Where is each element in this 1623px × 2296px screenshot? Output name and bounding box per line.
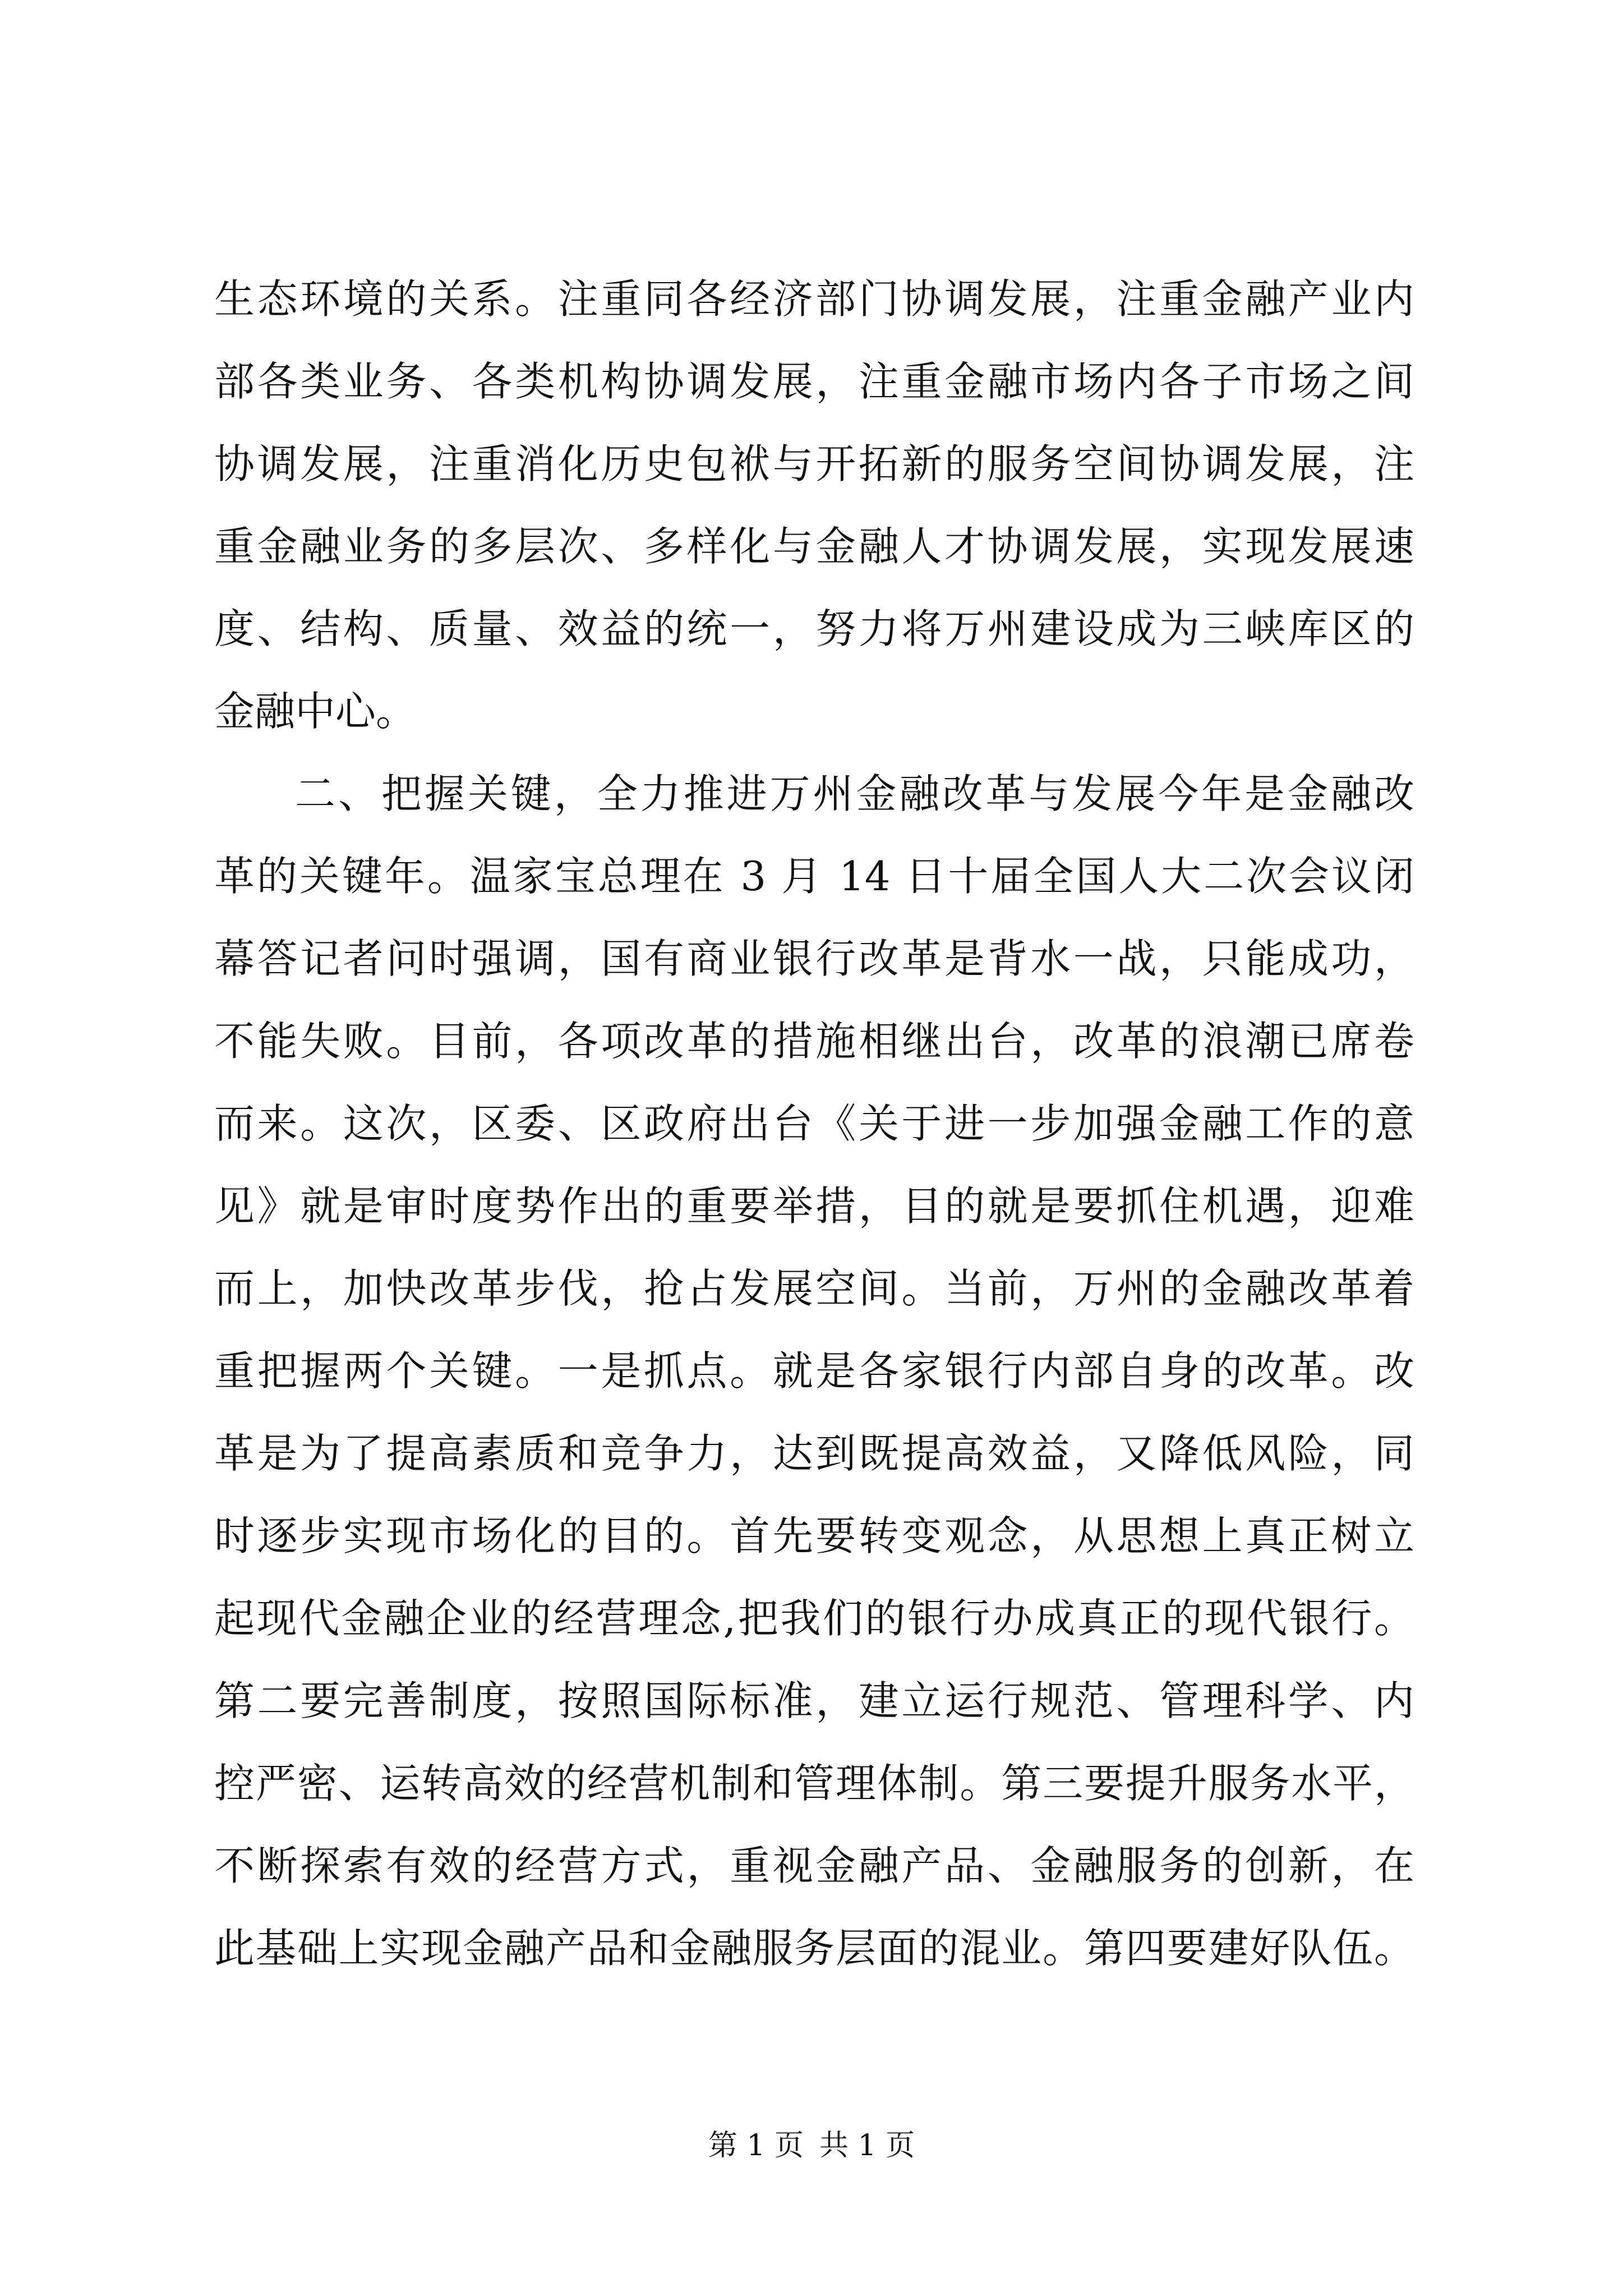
paragraph-1 — [214, 258, 1414, 753]
text-line: 不能失败。目前，各项改革的措施相继出台，改革的浪潮已席卷 — [214, 1018, 1414, 1065]
text-line: 第二要完善制度，按照国际标准，建立运行规范、管理科学、内 — [214, 1677, 1414, 1724]
page-footer — [0, 2126, 1623, 2165]
text-line: 见》就是审时度势作出的重要举措，目的就是要抓住机遇，迎难 — [214, 1182, 1414, 1230]
text-line: 重把握两个关键。一是抓点。就是各家银行内部自身的改革。改 — [214, 1347, 1414, 1395]
text-line: 革的关键年。温家宝总理在 3 月 14 日十届全国人大二次会议闭 — [214, 853, 1414, 900]
text-line: 起现代金融企业的经营理念,把我们的银行办成真正的现代银行。 — [214, 1595, 1414, 1642]
paragraph-2 — [214, 753, 1414, 1990]
text-line: 协调发展，注重消化历史包袱与开拓新的服务空间协调发展，注 — [214, 440, 1414, 487]
body-text — [214, 258, 1414, 1990]
text-line: 幕答记者问时强调，国有商业银行改革是背水一战，只能成功， — [214, 935, 1414, 982]
text-line: 革是为了提高素质和竞争力，达到既提高效益，又降低风险，同 — [214, 1430, 1414, 1477]
text-line: 生态环境的关系。注重同各经济部门协调发展，注重金融产业内 — [214, 275, 1414, 323]
text-line: 部各类业务、各类机构协调发展，注重金融市场内各子市场之间 — [214, 358, 1414, 405]
text-line: 控严密、运转高效的经营机制和管理体制。第三要提升服务水平， — [214, 1760, 1414, 1807]
text-line: 时逐步实现市场化的目的。首先要转变观念，从思想上真正树立 — [214, 1512, 1414, 1559]
text-line: 而来。这次，区委、区政府出台《关于进一步加强金融工作的意 — [214, 1100, 1414, 1147]
page-number: 第 1 页 — [708, 2129, 804, 2162]
text-line: 二、把握关键，全力推进万州金融改革与发展今年是金融改 — [295, 770, 1414, 817]
text-line: 度、结构、质量、效益的统一，努力将万州建设成为三峡库区的 — [214, 605, 1414, 652]
text-line: 不断探索有效的经营方式，重视金融产品、金融服务的创新，在 — [214, 1842, 1414, 1889]
text-line: 此基础上实现金融产品和金融服务层面的混业。第四要建好队伍。 — [214, 1925, 1414, 1972]
text-line: 重金融业务的多层次、多样化与金融人才协调发展，实现发展速 — [214, 523, 1414, 570]
page-total: 共 1 页 — [819, 2129, 915, 2162]
text-line: 而上，加快改革步伐，抢占发展空间。当前，万州的金融改革着 — [214, 1265, 1414, 1312]
text-line: 金融中心。 — [214, 688, 417, 735]
